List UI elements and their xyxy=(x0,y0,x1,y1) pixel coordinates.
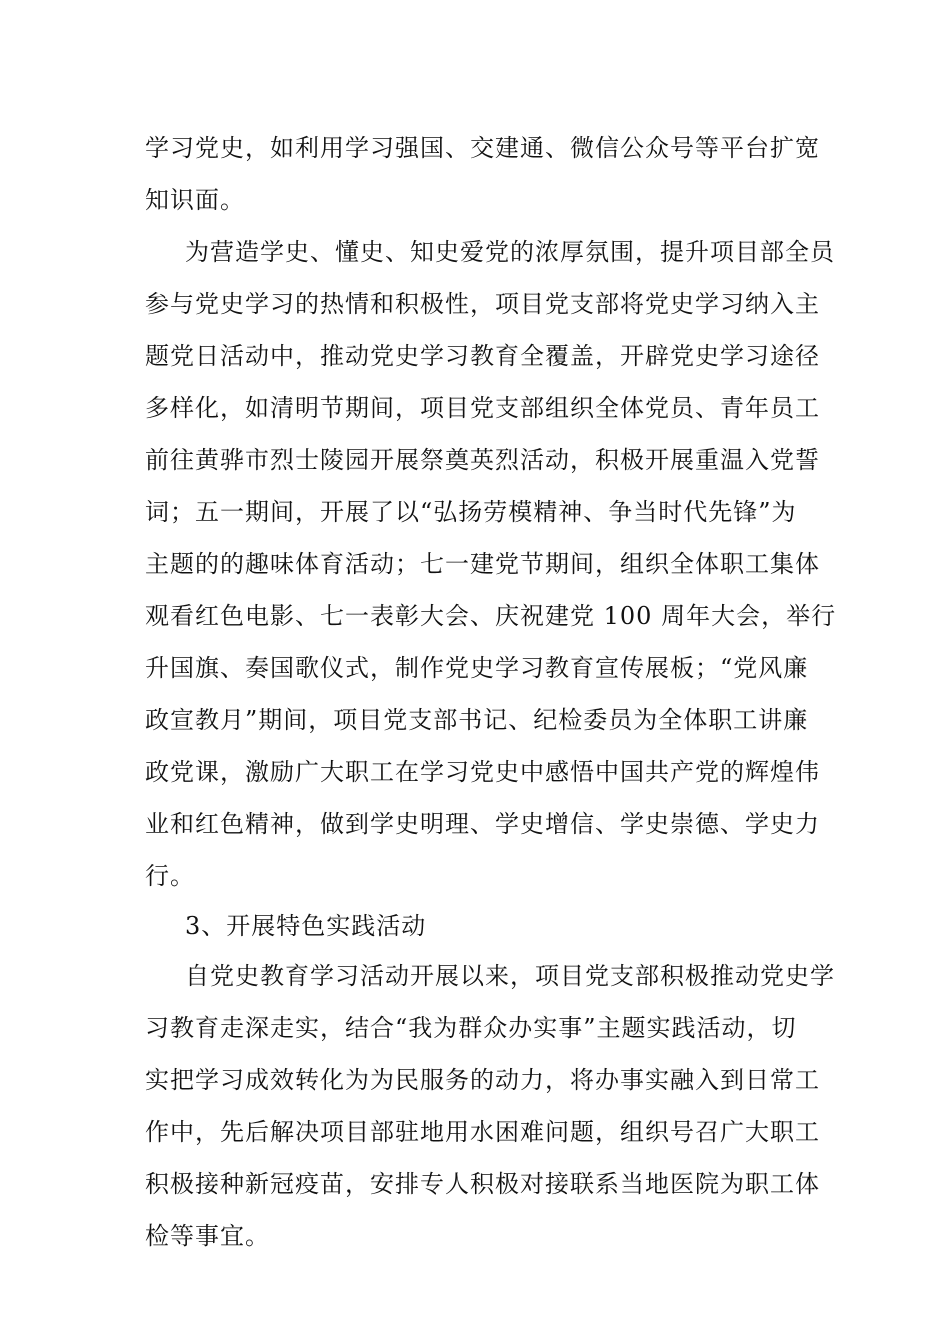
text-line-6: 多样化，如清明节期间，项目党支部组织全体党员、青年员工 xyxy=(145,394,820,422)
text-line-14: 业和红色精神，做到学史明理、学史增信、学史崇德、学史力 xyxy=(145,810,820,838)
text-line-18: 习教育走深走实，结合“我为群众办实事”主题实践活动，切 xyxy=(145,1014,797,1042)
text-line-9: 主题的的趣味体育活动；七一建党节期间，组织全体职工集体 xyxy=(145,550,820,578)
text-line-12: 政宣教月”期间，项目党支部书记、纪检委员为全体职工讲廉 xyxy=(145,706,809,734)
text-line-4: 参与党史学习的热情和积极性，项目党支部将党史学习纳入主 xyxy=(145,290,820,318)
text-line-1: 学习党史，如利用学习强国、交建通、微信公众号等平台扩宽 xyxy=(145,134,820,162)
text-line-11: 升国旗、奏国歌仪式，制作党史学习教育宣传展板；“党风廉 xyxy=(145,654,809,682)
text-line-13: 政党课，激励广大职工在学习党史中感悟中国共产党的辉煌伟 xyxy=(145,758,820,786)
text-line-22: 检等事宜。 xyxy=(145,1222,270,1250)
paragraph-start-line: 自党史教育学习活动开展以来，项目党支部积极推动党史学 xyxy=(185,962,835,990)
paragraph-start-line: 为营造学史、懂史、知史爱党的浓厚氛围，提升项目部全员 xyxy=(185,238,835,266)
text-line-2: 知识面。 xyxy=(145,186,245,214)
text-line-5: 题党日活动中，推动党史学习教育全覆盖，开辟党史学习途径 xyxy=(145,342,820,370)
text-line-10: 观看红色电影、七一表彰大会、庆祝建党 100 周年大会，举行 xyxy=(145,602,837,630)
section-heading: 3、开展特色实践活动 xyxy=(185,912,427,940)
text-line-20: 作中，先后解决项目部驻地用水困难问题，组织号召广大职工 xyxy=(145,1118,820,1146)
text-line-21: 积极接种新冠疫苗，安排专人积极对接联系当地医院为职工体 xyxy=(145,1170,820,1198)
text-line-8: 词；五一期间，开展了以“弘扬劳模精神、争当时代先锋”为 xyxy=(145,498,797,526)
text-line-19: 实把学习成效转化为为民服务的动力，将办事实融入到日常工 xyxy=(145,1066,820,1094)
text-line-7: 前往黄骅市烈士陵园开展祭奠英烈活动，积极开展重温入党誓 xyxy=(145,446,820,474)
text-line-15: 行。 xyxy=(145,862,195,890)
